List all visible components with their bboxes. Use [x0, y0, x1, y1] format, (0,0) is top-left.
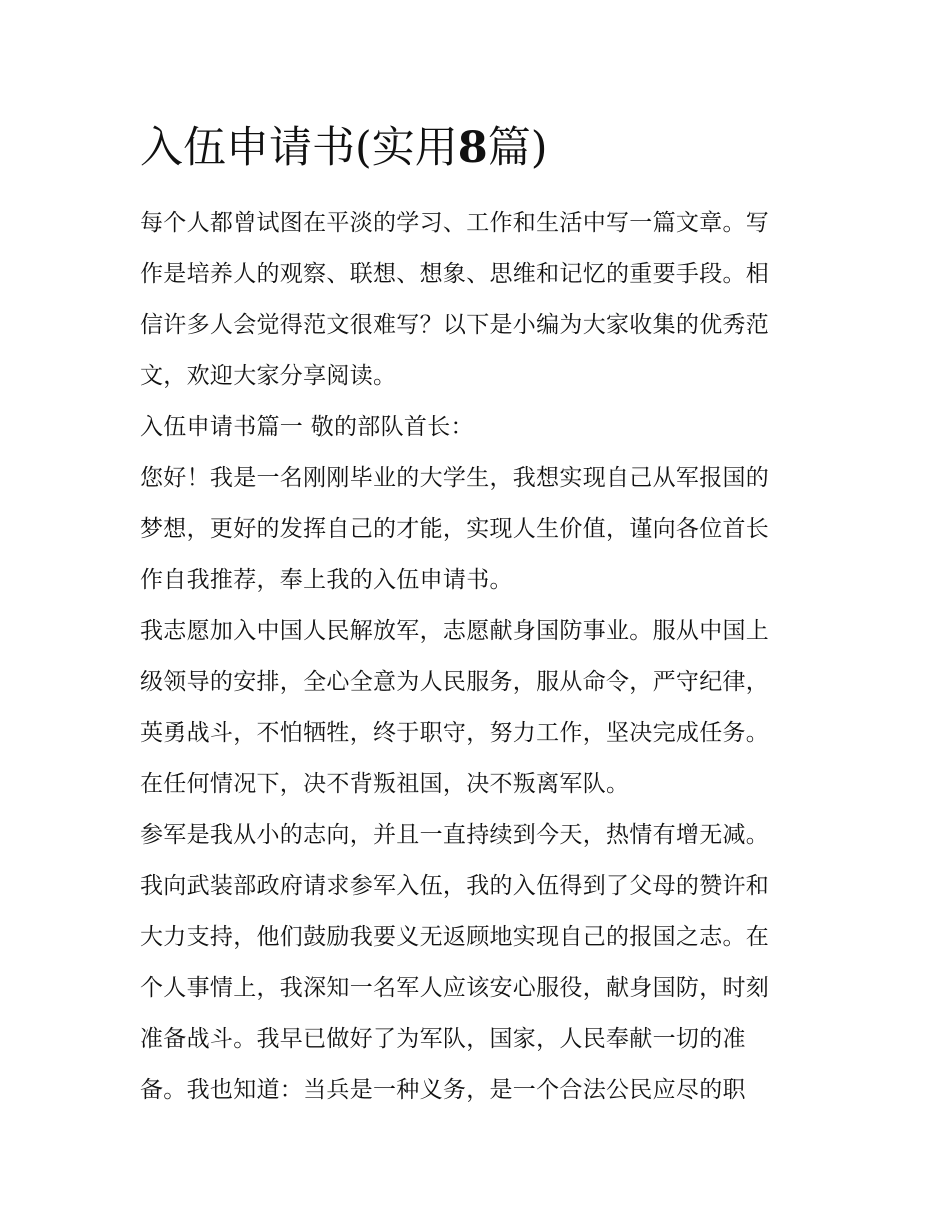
document-title [140, 118, 547, 178]
title-suffix: 篇) [487, 123, 548, 173]
text-line: 文，欢迎大家分享阅读。 [140, 363, 397, 389]
text-line: 作是培养人的观察、联想、想象、思维和记忆的重要手段。相 [140, 261, 770, 287]
text-line: 英勇战斗，不怕牺牲，终于职守，努力工作，坚决完成任务。 [140, 720, 770, 746]
text-line: 准备战斗。我早已做好了为军队，国家，人民奉献一切的准 [140, 1026, 746, 1052]
text-line: 大力支持，他们鼓励我要义无返顾地实现自己的报国之志。在 [140, 924, 770, 950]
title-prefix: 入伍申请书(实用 [140, 123, 458, 173]
text-line: 每个人都曾试图在平淡的学习、工作和生活中写一篇文章。写 [140, 210, 770, 236]
text-line: 级领导的安排，全心全意为人民服务，服从命令，严守纪律， [140, 669, 770, 695]
text-line: 信许多人会觉得范文很难写？以下是小编为大家收集的优秀范 [140, 312, 770, 338]
section-heading: 入伍申请书篇一 敬的部队首长： [140, 414, 474, 440]
text-line: 我志愿加入中国人民解放军，志愿献身国防事业。服从中国上 [140, 618, 770, 644]
document-body [140, 198, 820, 1116]
text-line: 您好！我是一名刚刚毕业的大学生，我想实现自己从军报国的 [140, 465, 770, 491]
title-number: 8 [457, 123, 488, 173]
text-line: 作自我推荐，奉上我的入伍申请书。 [140, 567, 513, 593]
text-line: 个人事情上，我深知一名军人应该安心服役，献身国防，时刻 [140, 975, 770, 1001]
text-line: 我向武装部政府请求参军入伍，我的入伍得到了父母的赞许和 [140, 873, 770, 899]
text-line: 备。我也知道：当兵是一种义务，是一个合法公民应尽的职 [140, 1077, 746, 1103]
text-line: 参军是我从小的志向，并且一直持续到今天，热情有增无减。 [140, 822, 770, 848]
text-line: 在任何情况下，决不背叛祖国，决不叛离军队。 [140, 771, 630, 797]
text-line: 梦想，更好的发挥自己的才能，实现人生价值，谨向各位首长 [140, 516, 770, 542]
